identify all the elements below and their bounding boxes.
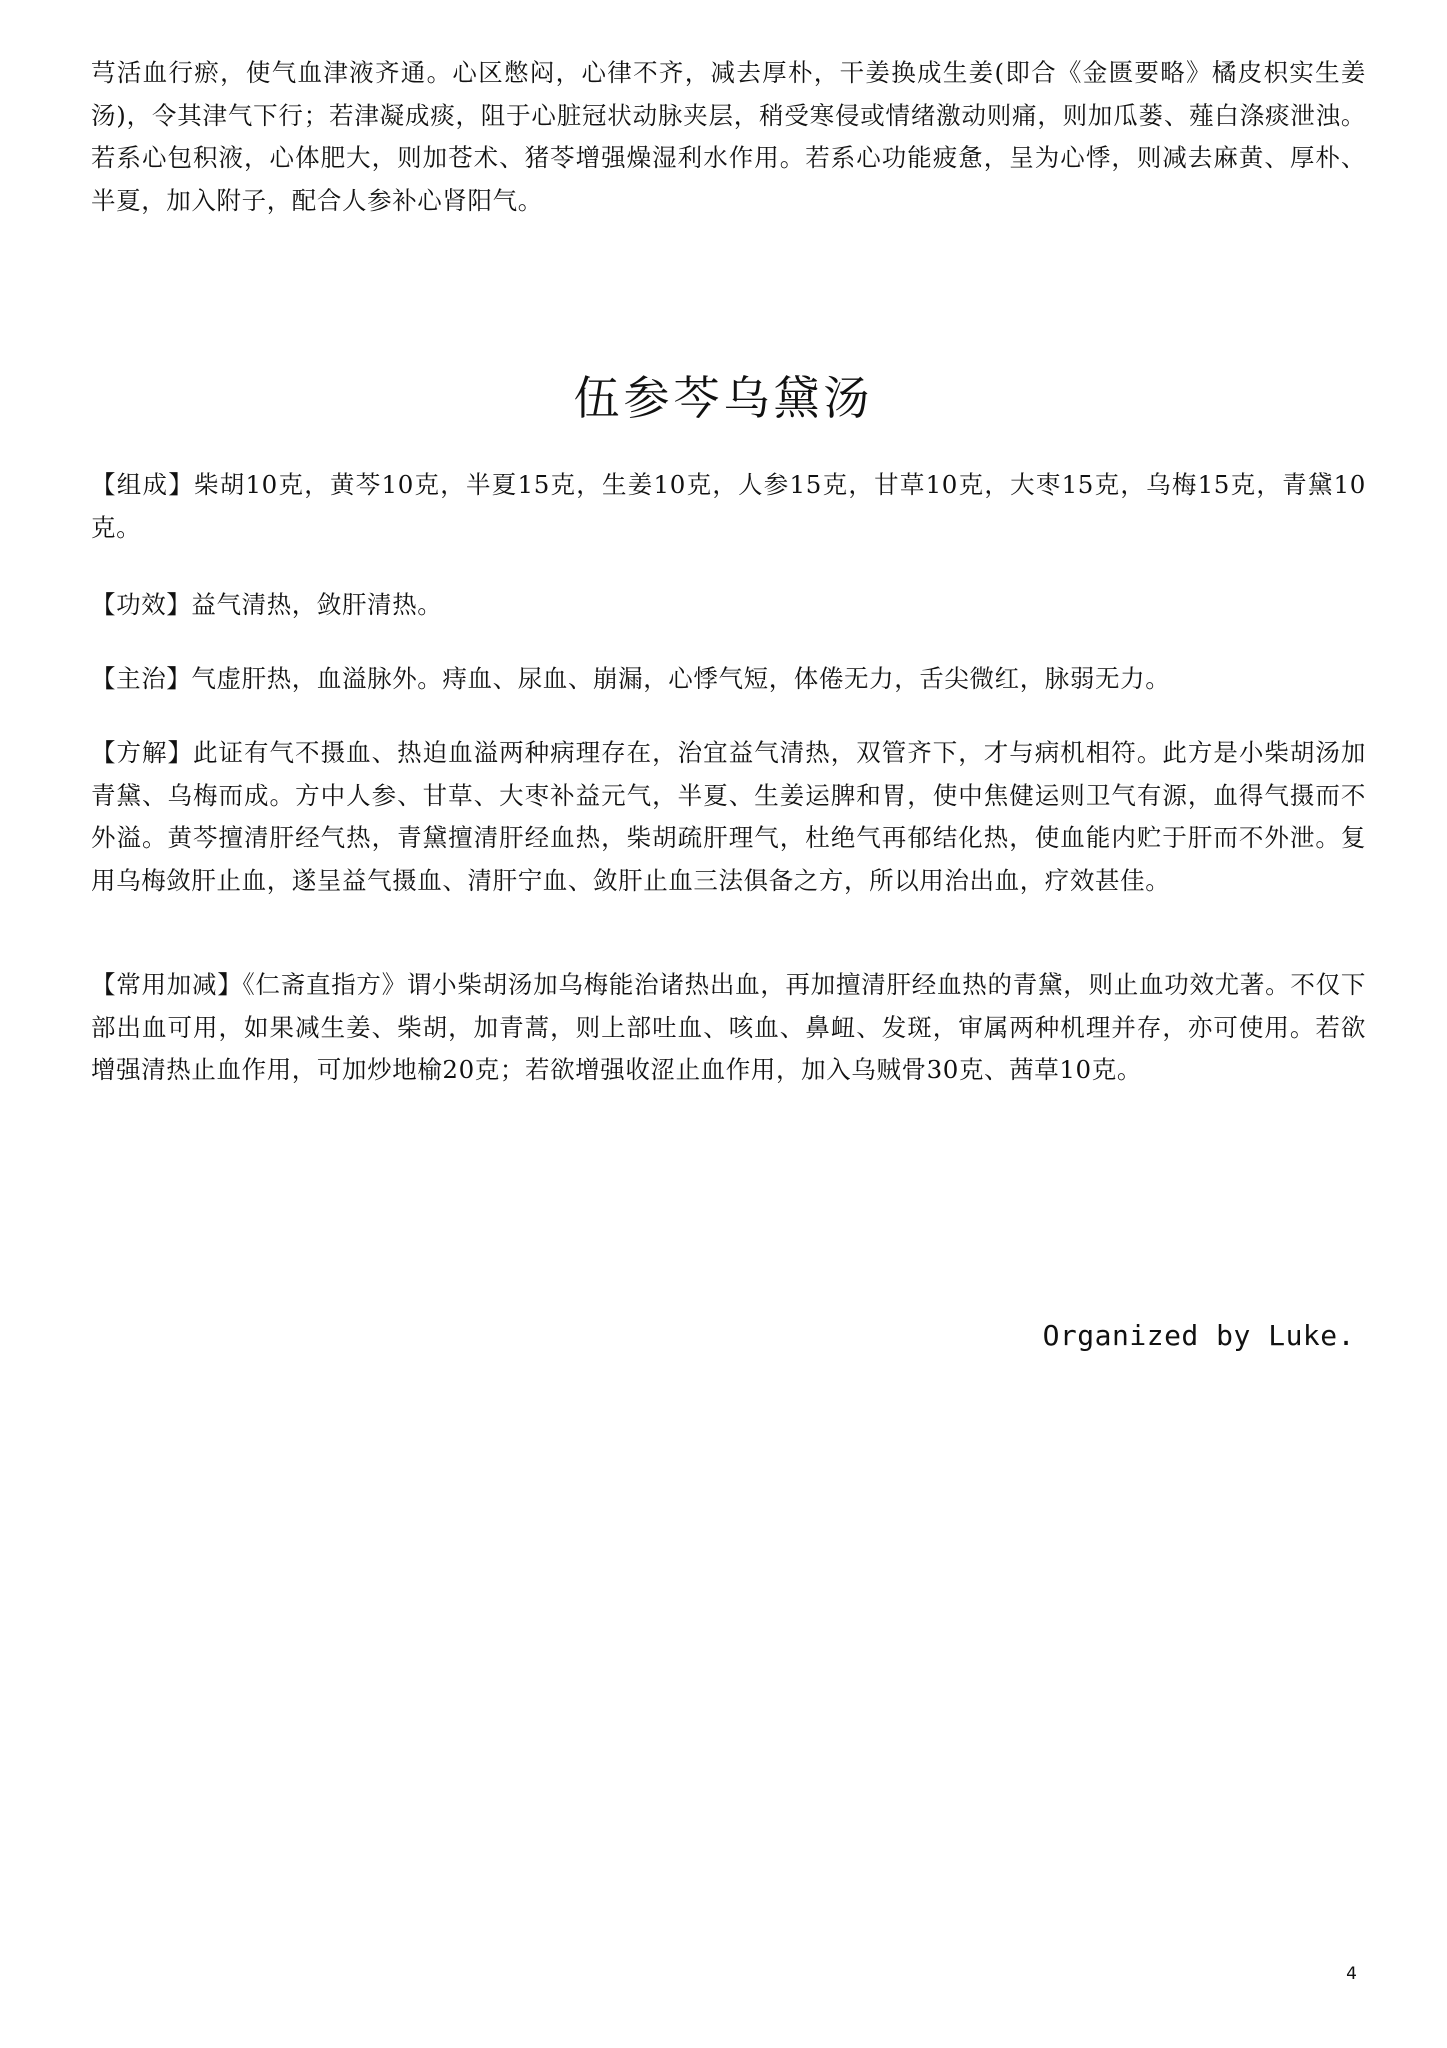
efficacy-section bbox=[91, 584, 1366, 627]
page-number: 4 bbox=[1346, 1964, 1357, 1984]
composition-label: 【组成】 bbox=[91, 470, 194, 499]
intro-paragraph: 芎活血行瘀，使气血津液齐通。心区憋闷，心律不齐，减去厚朴，干姜换成生姜(即合《金匮要略》橘皮枳实生姜汤)，令其津气下行；若津凝成痰，阻于心脏冠状动脉夹层，稍受寒侵或情绪激动则痛，则加瓜蒌、薤白涤痰泄浊。若系心包积液，心体肥大，则加苍术、猪苓增强燥湿利水作用。若系心功能疲惫，呈为心悸，则减去麻黄、厚朴、半夏，加入附子，配合人参补心肾阳气。 bbox=[91, 58, 1366, 215]
explanation-section bbox=[91, 732, 1366, 902]
indications-section bbox=[91, 658, 1366, 701]
efficacy-text: 益气清热，敛肝清热。 bbox=[191, 590, 443, 619]
explanation-label: 【方解】 bbox=[91, 738, 194, 767]
explanation-text: 此证有气不摄血、热迫血溢两种病理存在，治宜益气清热，双管齐下，才与病机相符。此方是小柴胡汤加青黛、乌梅而成。方中人参、甘草、大枣补益元气，半夏、生姜运脾和胃，使中焦健运则卫气有源，血得气摄而不外溢。黄芩擅清肝经气热，青黛擅清肝经血热，柴胡疏肝理气，杜绝气再郁结化热，使血能内贮于肝而不外泄。复用乌梅敛肝止血，遂呈益气摄血、清肝宁血、敛肝止血三法俱备之方，所以用治出血，疗效甚佳。 bbox=[91, 738, 1366, 895]
composition-section bbox=[91, 464, 1366, 549]
formula-title: 伍参芩乌黛汤 bbox=[573, 371, 874, 425]
modifications-text: 《仁斋直指方》谓小柴胡汤加乌梅能治诸热出血，再加擅清肝经血热的青黛，则止血功效尤著。不仅下部出血可用，如果减生姜、柴胡，加青蒿，则上部吐血、咳血、鼻衄、发斑，审属两种机理并存，亦可使用。若欲增强清热止血作用，可加炒地榆20克；若欲增强收涩止血作用，加入乌贼骨30克、茜草10克。 bbox=[91, 970, 1366, 1084]
efficacy-label: 【功效】 bbox=[91, 590, 192, 619]
modifications-section bbox=[91, 964, 1366, 1092]
modifications-label: 【常用加减】 bbox=[91, 970, 243, 999]
indications-label: 【主治】 bbox=[91, 664, 192, 693]
composition-text: 柴胡10克，黄芩10克，半夏15克，生姜10克，人参15克，甘草10克，大枣15克，乌梅15克，青黛10克。 bbox=[91, 470, 1366, 542]
signature: Organized by Luke. bbox=[1042, 1319, 1355, 1352]
indications-text: 气虚肝热，血溢脉外。痔血、尿血、崩漏，心悸气短，体倦无力，舌尖微红，脉弱无力。 bbox=[191, 664, 1171, 693]
